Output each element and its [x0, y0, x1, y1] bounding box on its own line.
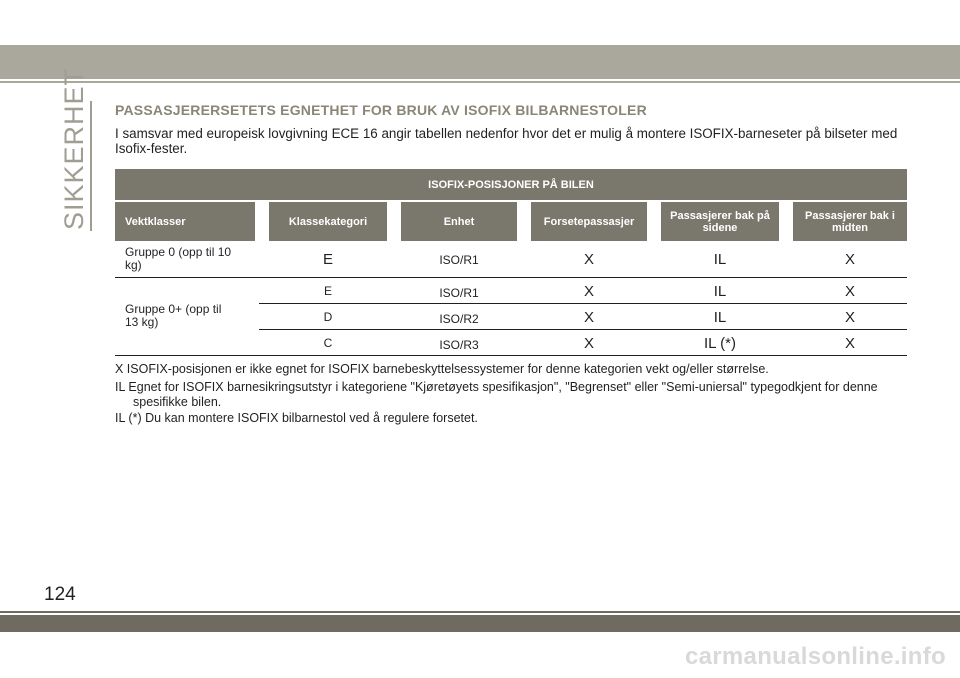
column-divider — [255, 202, 269, 241]
section-label-rule — [90, 101, 92, 231]
header-band — [0, 45, 960, 79]
front-passenger-cell: X — [583, 251, 594, 268]
unit-cell: ISO/R3 — [439, 338, 479, 352]
rear-side-cell: IL — [713, 251, 727, 268]
legend-note-il — [115, 380, 915, 410]
front-passenger-cell: X — [583, 335, 594, 352]
table-title: ISOFIX-POSISJONER PÅ BILEN — [428, 179, 594, 191]
watermark: carmanualsonline.info — [684, 643, 946, 670]
weight-class-cell: Gruppe 0 (opp til 10 kg) — [125, 245, 232, 272]
rear-side-cell: IL (*) — [704, 335, 736, 352]
unit-cell: ISO/R2 — [439, 312, 479, 326]
column-divider — [387, 202, 401, 241]
category-cell: C — [323, 336, 333, 350]
column-header-front: Forsetepassasjer — [543, 215, 635, 228]
intro-paragraph: I samsvar med europeisk lovgivning ECE 16 angir tabellen nedenfor hvor det er mulig å montere ISOFIX-barneseter på bilseter med Isofix-fester. — [115, 126, 898, 156]
footer-band — [0, 615, 960, 632]
rear-middle-cell: X — [844, 251, 855, 268]
legend-note-il-star: IL (*) Du kan montere ISOFIX bilbarnestol ved å regulere forsetet. — [115, 411, 478, 425]
front-passenger-cell: X — [583, 309, 594, 326]
table-header — [115, 169, 907, 241]
section-label: SIKKERHET — [59, 67, 89, 230]
page-number: 124 — [44, 584, 76, 605]
column-header-rear-middle: Passasjerer bak i midten — [805, 209, 895, 234]
column-header-rear-side: Passasjerer bak på sidene — [670, 209, 770, 234]
column-divider — [647, 202, 661, 241]
footer-rule — [0, 611, 960, 613]
unit-cell: ISO/R1 — [439, 253, 479, 267]
rear-side-cell: IL — [713, 283, 727, 300]
column-divider — [779, 202, 793, 241]
legend-note-il-line2: spesifikke bilen. — [133, 395, 222, 409]
row-rule — [259, 303, 907, 304]
category-cell: E — [322, 251, 333, 268]
column-header-unit: Enhet — [443, 215, 475, 228]
row-rule — [259, 329, 907, 330]
column-header-category: Klassekategori — [288, 215, 368, 228]
unit-cell: ISO/R1 — [439, 286, 479, 300]
rear-middle-cell: X — [844, 309, 855, 326]
category-cell: D — [323, 310, 333, 324]
rear-middle-cell: X — [844, 283, 855, 300]
weight-class-cell: Gruppe 0+ (opp til 13 kg) — [125, 302, 222, 329]
category-cell: E — [323, 284, 332, 298]
row-rule — [115, 277, 907, 278]
rear-side-cell: IL — [713, 309, 727, 326]
legend-note-il-line1: IL Egnet for ISOFIX barnesikringsutstyr i kategoriene "Kjøretøyets spesifikasjon", "Begrenset" eller "Semi-uniersal" typegodkjent for denne — [115, 380, 878, 394]
page-heading: PASSASJERERSETETS EGNETHET FOR BRUK AV ISOFIX BILBARNESTOLER — [115, 102, 647, 118]
rear-middle-cell: X — [844, 335, 855, 352]
legend-note-x: X ISOFIX-posisjonen er ikke egnet for ISOFIX barnebeskyttelsessystemer for denne kategorien vekt og/eller størrelse. — [115, 362, 769, 376]
header-rule — [0, 81, 960, 83]
table-bottom-rule — [115, 355, 907, 356]
front-passenger-cell: X — [583, 283, 594, 300]
column-header-weight: Vektklasser — [125, 215, 186, 228]
column-divider — [517, 202, 531, 241]
